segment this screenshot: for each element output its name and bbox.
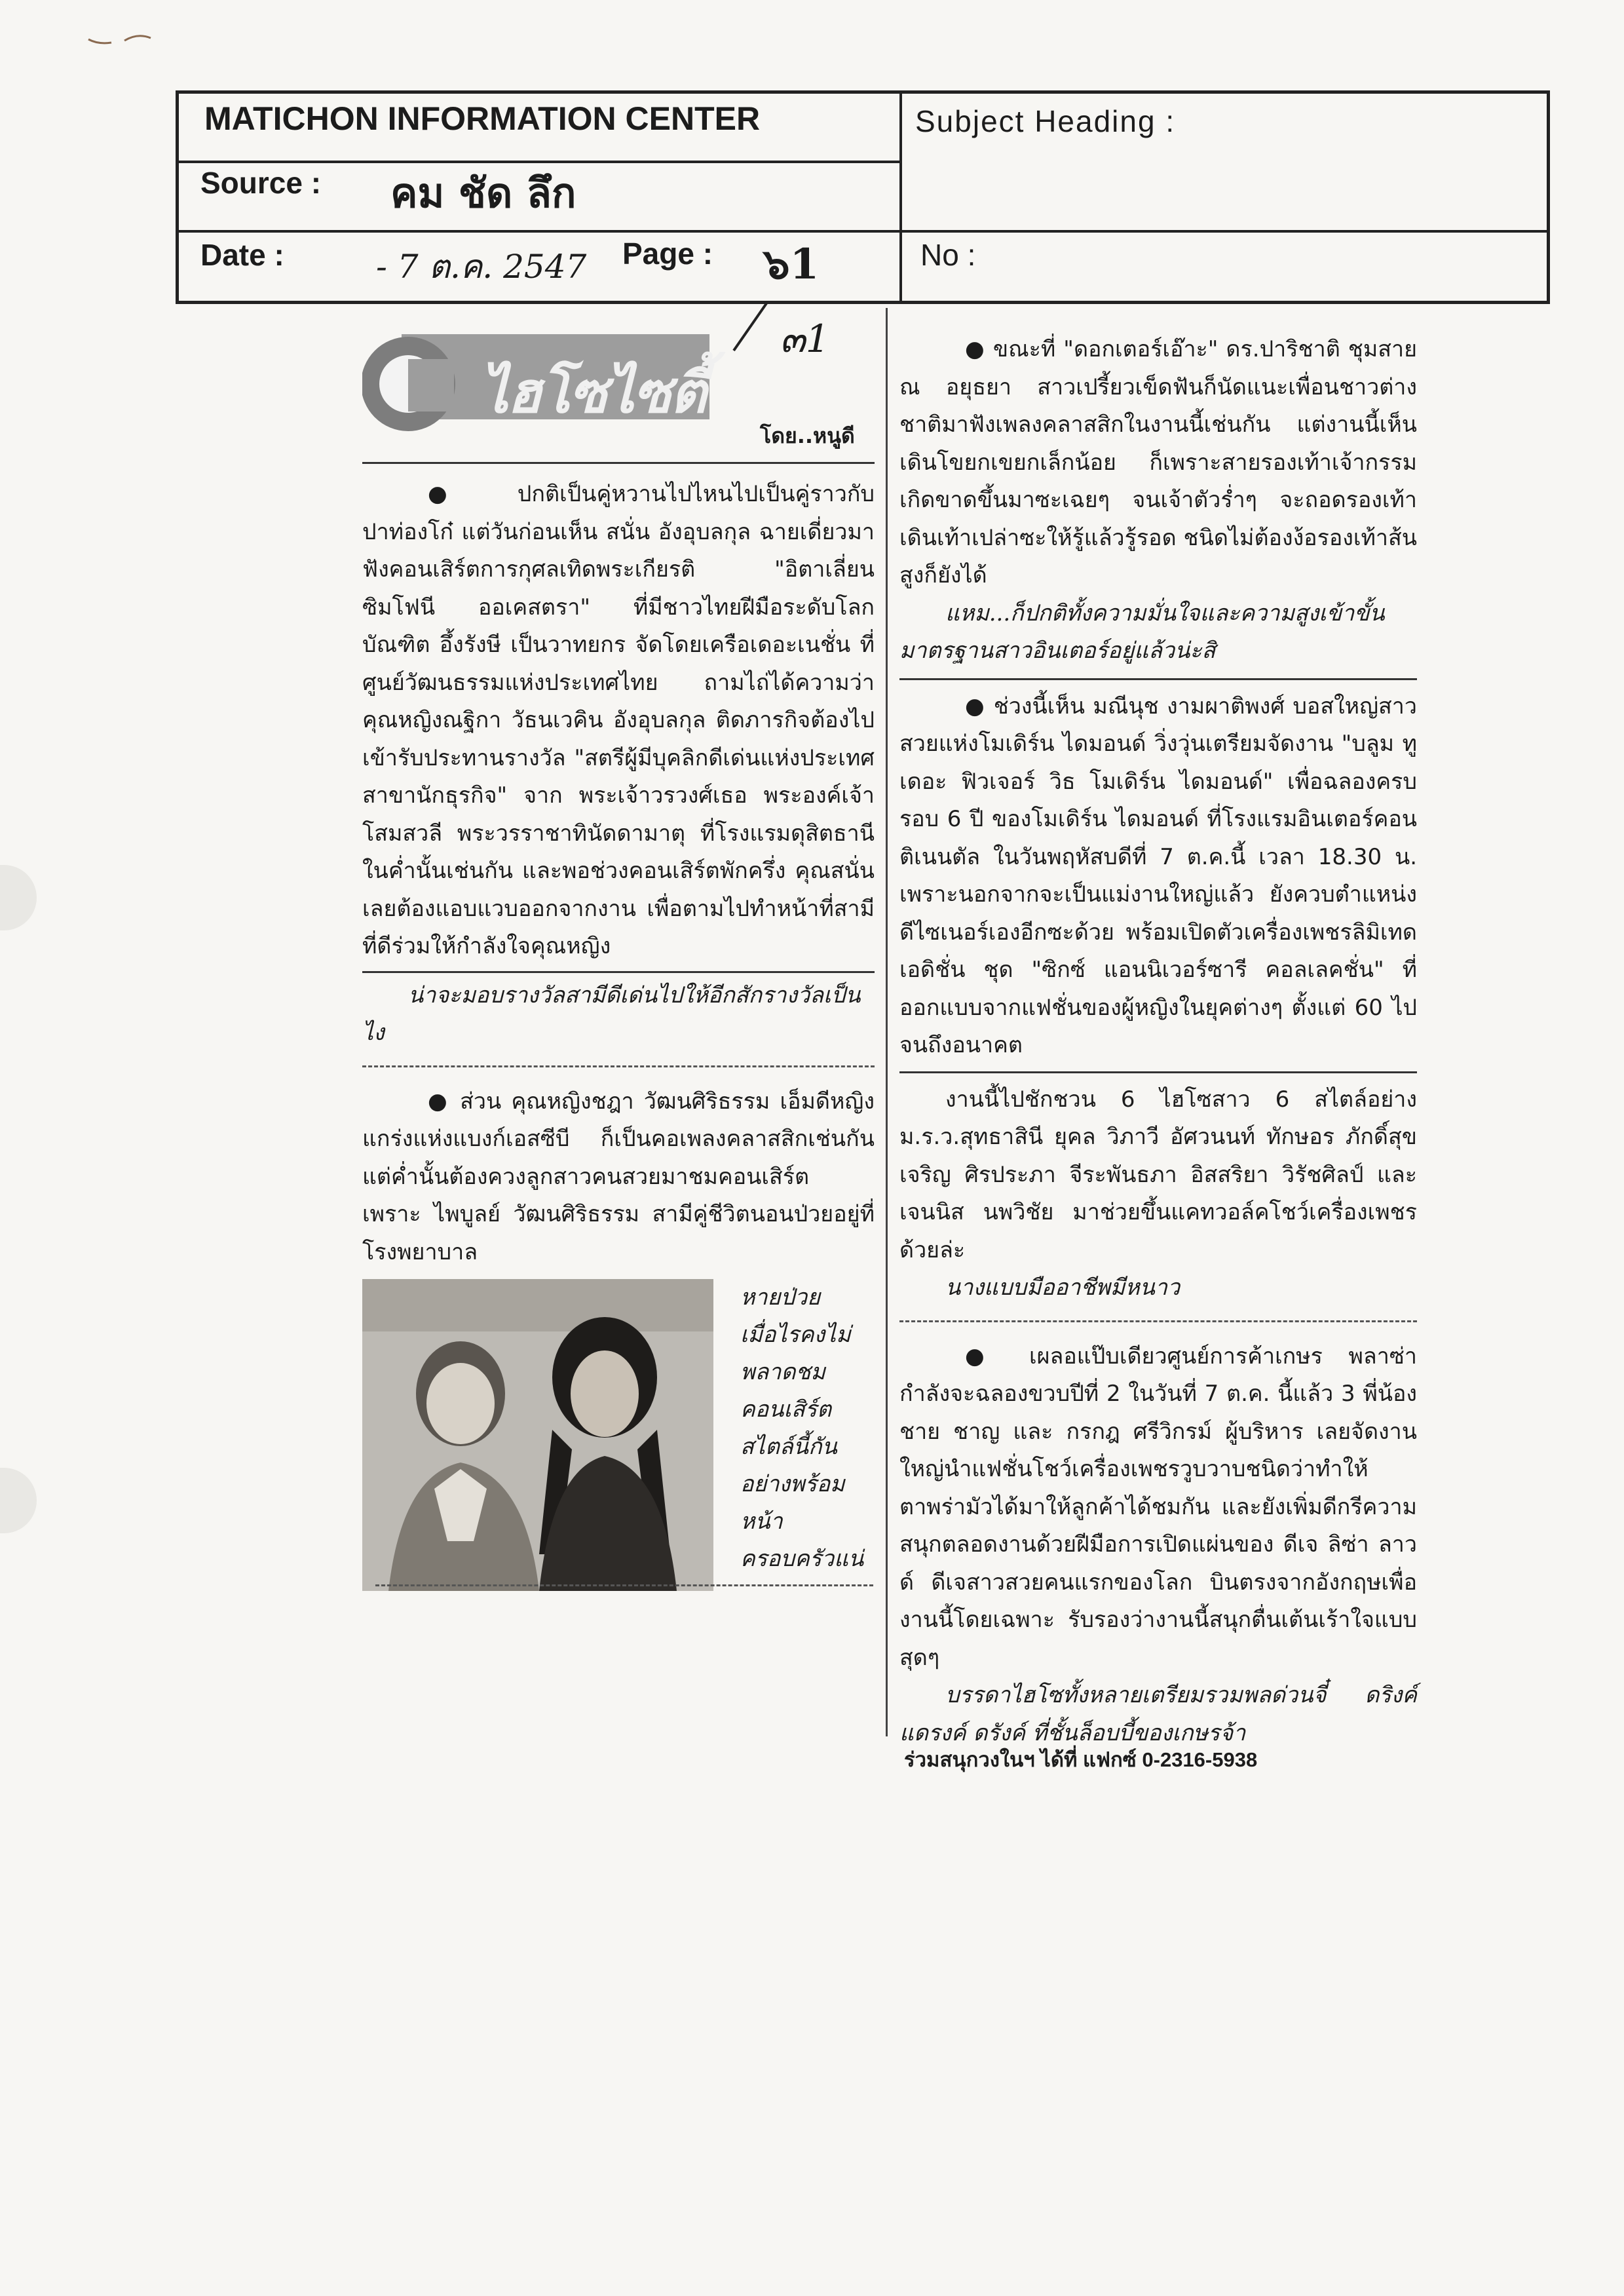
source-label: Source : bbox=[200, 166, 322, 200]
date-value: - 7 ต.ค. 2547 bbox=[376, 248, 587, 286]
divider bbox=[375, 1584, 873, 1586]
news-item bbox=[899, 688, 1417, 1065]
bullet: ● bbox=[965, 1343, 1004, 1369]
news-item bbox=[362, 476, 875, 966]
news-item bbox=[899, 1338, 1417, 1677]
news-tagline: น่าจะมอบรางวัลสามีดีเด่นไปให้อีกสักรางวัลเป็นไง bbox=[362, 982, 861, 1046]
divider bbox=[899, 94, 902, 301]
page-value: ๖1 bbox=[763, 240, 820, 289]
news-item bbox=[362, 1083, 875, 1272]
right-column bbox=[899, 331, 1417, 1752]
news-text: ขณะที่ "ดอกเตอร์เอ๊าะ" ดร.ปาริชาติ ชุมสาย ณ อยุธยา สาวเปรี้ยวเข็ดฟันก็นัดแนะเพื่อนชาวต่างชาติมาฟังเพลงคลาสสิกในงานนี้เช่นกัน แต่งานนี้เห็นเดินโขยกเขยกเล็กน้อย ก็เพราะสายรองเท้าเจ้ากรรมเกิดขาดขึ้นมาซะเฉยๆ จนเจ้าตัวร่ำๆ จะถอดรองเท้าเดินเท้าเปล่าซะให้รู้แล้วรู้รอด ชนิดไม่ต้องง้อรองเท้าส้นสูงก็ยังได้ bbox=[899, 336, 1418, 588]
bullet: ● bbox=[428, 1088, 450, 1115]
bullet: ● bbox=[965, 336, 985, 362]
punch-hole bbox=[0, 865, 37, 930]
news-tagline: นางแบบมืออาชีพมีหนาว bbox=[945, 1274, 1180, 1301]
divider bbox=[179, 230, 1547, 233]
source-value: คม ชัด ลึก bbox=[390, 169, 576, 217]
pen-mark bbox=[85, 26, 157, 52]
news-item: งานนี้ไปชักชวน 6 ไฮโซสาว 6 สไตล์อย่าง ม.ร.ว.สุทธาสินี ยุคล วิภาวี อัศวนนท์ ทักษอร ภักดิ์สุขเจริญ ศิรประภา จีระพันธภา อิสสริยา วิรัชศิลป์ และ เจนนิส นพวิชัย มาช่วยขึ้นแคทวอล์คโชว์เครื่องเพชรด้วยล่ะ bbox=[899, 1086, 1417, 1263]
news-text: ส่วน คุณหญิงชฎา วัฒนศิริธรรม เอ็มดีหญิงแกร่งแห่งแบงก์เอสซีบี ก็เป็นคอเพลงคลาสสิกเช่นกัน แต่ค่ำนั้นต้องควงลูกสาวคนสวยมาชมคอนเสิร์ต เพราะ ไพบูลย์ วัฒนศิริธรรม สามีคู่ชีวิตนอนป่วยอยู่ที่โรงพยาบาล bbox=[362, 1088, 875, 1265]
byline: โดย..หนูดี bbox=[760, 423, 855, 448]
photo-caption: หายป่วยเมื่อไรคงไม่พลาดชมคอนเสิร์ตสไตล์นี้กันอย่างพร้อมหน้าครอบครัวแน่ bbox=[740, 1284, 864, 1572]
news-photo bbox=[362, 1279, 713, 1591]
bullet: ● bbox=[965, 693, 986, 719]
subject-heading-label: Subject Heading : bbox=[915, 104, 1176, 138]
logo-title: ไฮโซไซตี้ bbox=[480, 360, 706, 426]
column-divider bbox=[886, 308, 888, 1736]
left-column bbox=[362, 462, 875, 1271]
news-tagline: บรรดาไฮโซทั้งหลายเตรียมรวมพลด่วนจี๋ ดริงค์ แดรงค์ ดรังค์ ที่ชั้นล็อบบี้ของเกษรจ้า bbox=[899, 1682, 1417, 1746]
handwritten-page-mark: ๓1 bbox=[780, 316, 830, 361]
divider bbox=[362, 462, 875, 464]
bullet: ● bbox=[428, 481, 479, 507]
punch-hole bbox=[0, 1468, 37, 1533]
footer-contact: ร่วมสนุกวงในฯ ได้ที่ แฟกซ์ 0-2316-5938 bbox=[904, 1748, 1258, 1771]
photo-image bbox=[362, 1279, 713, 1591]
column-logo bbox=[362, 320, 755, 448]
divider bbox=[362, 971, 875, 973]
news-text: ช่วงนี้เห็น มณีนุช งามผาติพงศ์ บอสใหญ่สาวสวยแห่งโมเดิร์น ไดมอนด์ วิ่งวุ่นเตรียมจัดงาน "บลูม ทู เดอะ ฟิวเจอร์ วิธ โมเดิร์น ไดมอนด์" เพื่อฉลองครบรอบ 6 ปี ของโมเดิร์น ไดมอนด์ ที่โรงแรมอินเตอร์คอนติเนนตัล ในวันพฤหัสบดีที่ 7 ต.ค.นี้ เวลา 18.30 น. เพราะนอกจากจะเป็นแม่งานใหญ่แล้ว ยังควบตำแหน่งดีไซเนอร์เองอีกซะด้วย พร้อมเปิดตัวเครื่องเพชรลิมิเทด เอดิชั่น ชุด "ซิกซ์ แอนนิเวอร์ซารี คอลเลคชั่น" ที่ออกแบบจากแฟชั่นของผู้หญิงในยุคต่างๆ ตั้งแต่ 60 ไปจนถึงอนาคต bbox=[899, 693, 1417, 1058]
divider bbox=[362, 1065, 875, 1067]
news-text: ปกติเป็นคู่หวานไปไหนไปเป็นคู่ราวกับปาท่องโก๋ แต่วันก่อนเห็น สนั่น อังอุบลกุล ฉายเดี่ยวมาฟังคอนเสิร์ตการกุศลเทิดพระเกียรติ "อิตาเลี่ยน ซิมโฟนี ออเคสตรา" ที่มีชาวไทยฝีมือระดับโลก บัณฑิต อึ้งรังษี เป็นวาทยกร จัดโดยเครือเดอะเนชั่น ที่ศูนย์วัฒนธรรมแห่งประเทศไทย ถามไถ่ได้ความว่า คุณหญิงณฐิกา วัธนเวคิน อังอุบลกุล ติดภารกิจต้องไปเข้ารับประทานรางวัล "สตรีผู้มีบุคลิกดีเด่นแห่งประเทศ สาขานักธุรกิจ" จาก พระเจ้าวรวงศ์เธอ พระองค์เจ้าโสมสวลี พระวรราชาทินัดดามาตุ ที่โรงแรมดุสิตธานี ในค่ำนั้นเช่นกัน และพอช่วงคอนเสิร์ตพักครึ่ง คุณสนั่นเลยต้องแอบแวบออกจากงาน เพื่อตามไปทำหน้าที่สามีที่ดีร่วมให้กำลังใจคุณหญิง bbox=[362, 481, 875, 959]
divider bbox=[899, 678, 1417, 680]
divider bbox=[899, 1320, 1417, 1322]
news-item bbox=[899, 331, 1417, 595]
page-label: Page : bbox=[622, 237, 713, 271]
no-label: No : bbox=[920, 238, 976, 272]
news-tagline: แหม...ก็ปกติทั้งความมั่นใจและความสูงเข้าขั้นมาตรฐานสาวอินเตอร์อยู่แล้วน่ะสิ bbox=[899, 600, 1385, 664]
date-label: Date : bbox=[200, 238, 284, 272]
divider bbox=[899, 1071, 1417, 1073]
center-name: MATICHON INFORMATION CENTER bbox=[204, 100, 761, 137]
news-text: เผลอแป๊บเดียวศูนย์การค้าเกษร พลาซ่า กำลังจะฉลองขวบปีที่ 2 ในวันที่ 7 ต.ค. นี้แล้ว 3 พี่น้อง ชาย ชาญ และ กรกฎ ศรีวิกรม์ ผู้บริหาร เลยจัดงานใหญ่นำแฟชั่นโชว์เครื่องเพชรวูบวาบชนิดว่าทำให้ตาพร่ามัวได้มาให้ลูกค้าได้ชมกัน และยังเพิ่มดีกรีความสนุกตลอดงานด้วยฝีมือการเปิดแผ่นของ ดีเจ ลิซ่า ลาวด์ ดีเจสาวสวยคนแรกของโลก บินตรงจากอังกฤษเพื่องานนี้โดยเฉพาะ รับรองว่างานนี้สนุกตื่นเต้นเร้าใจแบบสุดๆ bbox=[899, 1343, 1417, 1671]
